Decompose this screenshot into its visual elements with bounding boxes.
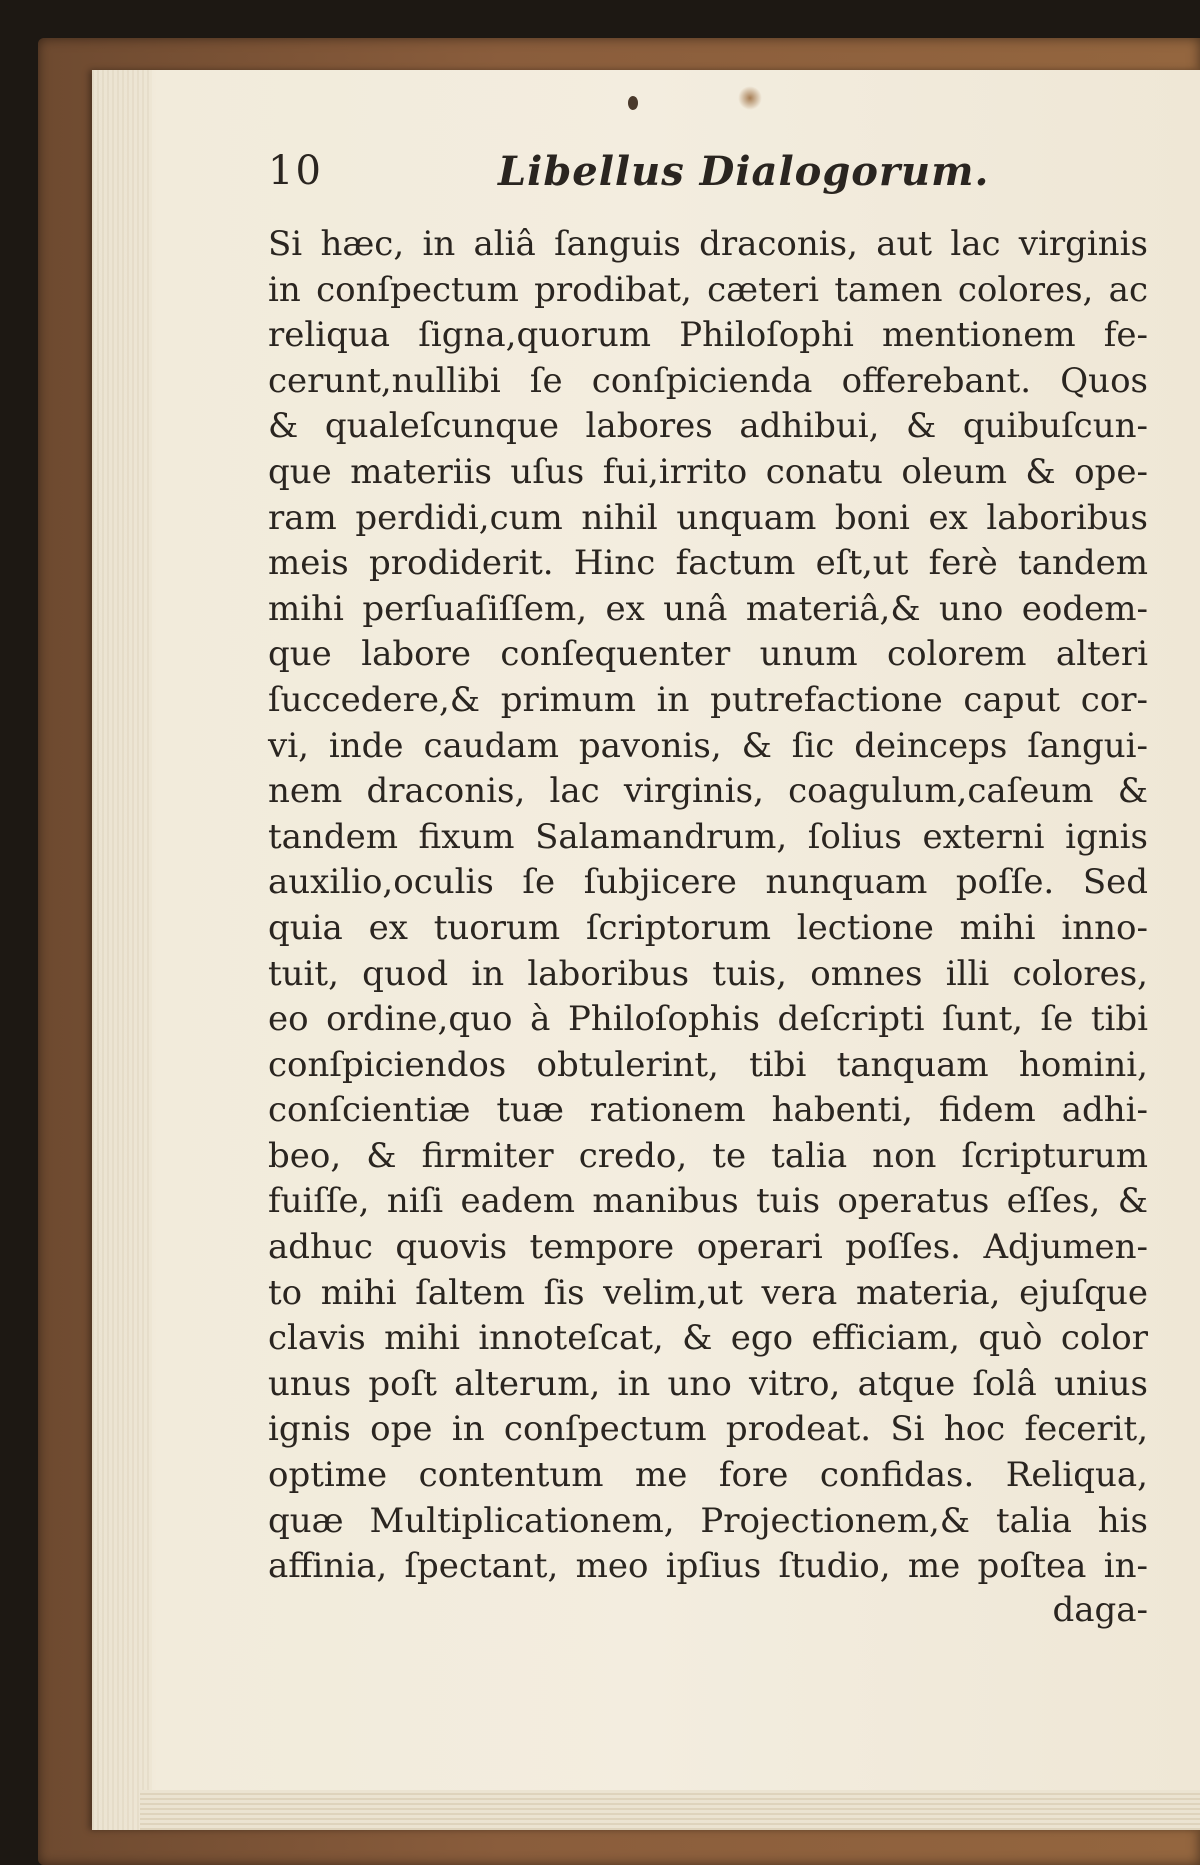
text-line: tandem fixum Salamandrum, ſolius externi ignis bbox=[268, 816, 1148, 857]
running-title: Libellus Dialogorum. bbox=[498, 148, 990, 195]
page-number: 10 bbox=[268, 148, 323, 194]
text-line: beo, & firmiter credo, te talia non ſcripturum bbox=[268, 1135, 1148, 1176]
catchword-row bbox=[268, 1590, 1148, 1638]
text-line: conſpiciendos obtulerint, tibi tanquam homini, bbox=[268, 1044, 1148, 1085]
text-line: fuiſſe, niſi eadem manibus tuis operatus eſſes, & bbox=[268, 1181, 1148, 1222]
text-line: cerunt,nullibi ſe conſpicienda offerebant. Quos bbox=[268, 360, 1148, 401]
text-line: reliqua ſigna,quorum Philoſophi mentionem fe- bbox=[268, 315, 1148, 356]
text-line: to mihi ſaltem ſis velim,ut vera materia, ejuſque bbox=[268, 1272, 1148, 1313]
text-line: ſuccedere,& primum in putrefactione caput cor- bbox=[268, 679, 1148, 720]
text-line: in conſpectum prodibat, cæteri tamen colores, ac bbox=[268, 269, 1148, 310]
text-line: optime contentum me fore confidas. Reliqua, bbox=[268, 1455, 1148, 1496]
text-line: meis prodiderit. Hinc factum eſt,ut ferè tandem bbox=[268, 543, 1148, 584]
text-line: quia ex tuorum ſcriptorum lectione mihi inno- bbox=[268, 907, 1148, 948]
text-line: conſcientiæ tuæ rationem habenti, fidem adhi- bbox=[268, 1090, 1148, 1131]
catchword: daga- bbox=[1052, 1589, 1148, 1630]
page-text bbox=[268, 148, 1148, 1638]
text-line: mihi perſuaſiſſem, ex unâ materiâ,& uno eodem- bbox=[268, 588, 1148, 629]
text-line: ram perdidi,cum nihil unquam boni ex laboribus bbox=[268, 497, 1148, 538]
text-line: quæ Multiplicationem, Projectionem,& talia his bbox=[268, 1500, 1148, 1541]
foxing-spot bbox=[738, 86, 762, 110]
text-line: unus poſt alterum, in uno vitro, atque ſolâ unius bbox=[268, 1363, 1148, 1404]
text-line: que labore conſequenter unum colorem alteri bbox=[268, 634, 1148, 675]
text-line: affinia, ſpectant, meo ipſius ſtudio, me poſtea in- bbox=[268, 1546, 1148, 1587]
page-bottom-edge bbox=[140, 1790, 1200, 1830]
text-line: auxilio,oculis ſe ſubjicere nunquam poſſe. Sed bbox=[268, 862, 1148, 903]
text-line: clavis mihi innoteſcat, & ego efficiam, quò color bbox=[268, 1318, 1148, 1359]
text-line: nem draconis, lac virginis, coagulum,caſeum & bbox=[268, 771, 1148, 812]
text-line: adhuc quovis tempore operari poſſes. Adjumen- bbox=[268, 1227, 1148, 1268]
text-line: ignis ope in conſpectum prodeat. Si hoc fecerit, bbox=[268, 1409, 1148, 1450]
text-line: eo ordine,quo à Philoſophis deſcripti ſunt, ſe tibi bbox=[268, 999, 1148, 1040]
text-line: vi, inde caudam pavonis, & ſic deinceps ſangui- bbox=[268, 725, 1148, 766]
text-line: Si hæc, in aliâ ſanguis draconis, aut lac virginis bbox=[268, 224, 1148, 264]
ink-dot bbox=[628, 96, 638, 110]
text-line: & qualeſcunque labores adhibui, & quibuſcun- bbox=[268, 406, 1148, 447]
page-header bbox=[268, 148, 1148, 210]
text-line: tuit, quod in laboribus tuis, omnes illi colores, bbox=[268, 953, 1148, 994]
body-text bbox=[268, 222, 1148, 1590]
page-edges bbox=[92, 70, 152, 1830]
text-line: que materiis uſus fui,irrito conatu oleum & ope- bbox=[268, 451, 1148, 492]
